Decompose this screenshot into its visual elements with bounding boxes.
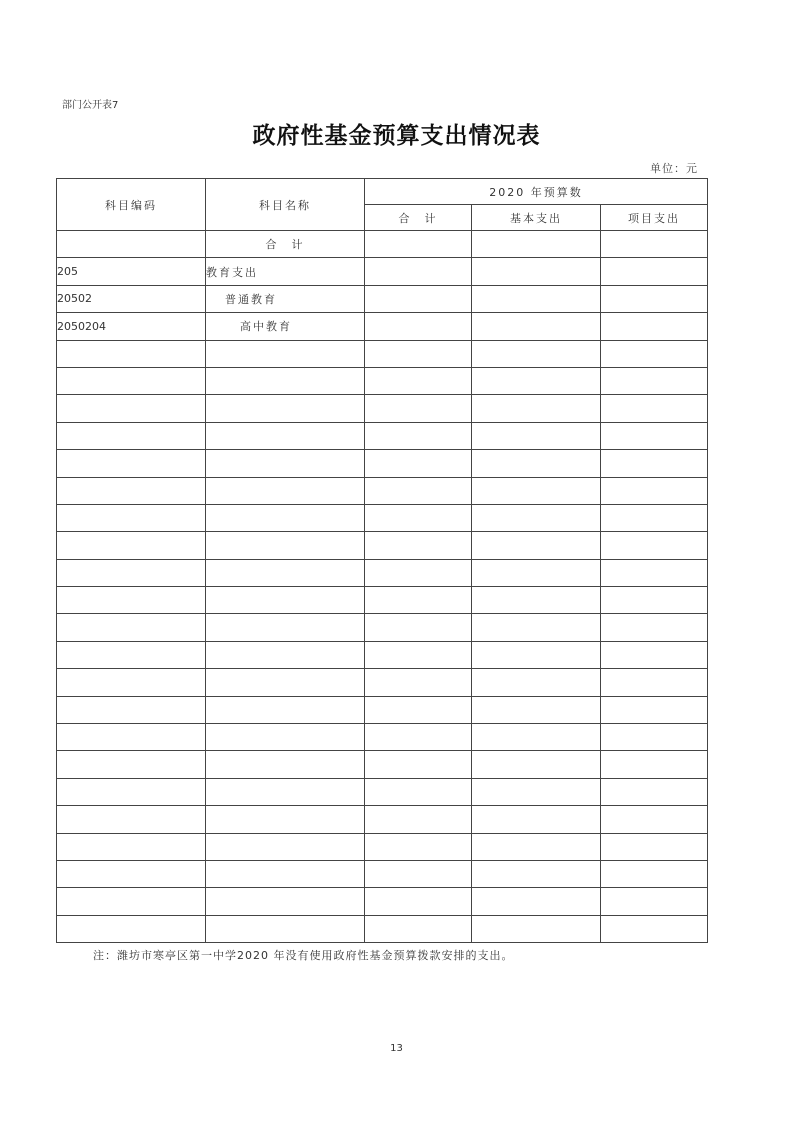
table-row <box>57 313 708 340</box>
empty-cell <box>601 504 708 531</box>
empty-row <box>57 696 708 723</box>
empty-cell <box>206 395 365 422</box>
empty-cell <box>365 778 472 805</box>
empty-cell <box>206 614 365 641</box>
empty-cell <box>57 367 206 394</box>
empty-row <box>57 340 708 367</box>
empty-cell <box>601 367 708 394</box>
empty-row <box>57 806 708 833</box>
empty-cell <box>57 860 206 887</box>
empty-row <box>57 367 708 394</box>
empty-cell <box>601 532 708 559</box>
empty-cell <box>472 450 601 477</box>
empty-cell <box>206 504 365 531</box>
empty-cell <box>57 806 206 833</box>
empty-cell <box>206 669 365 696</box>
empty-cell <box>206 532 365 559</box>
empty-cell <box>365 532 472 559</box>
empty-row <box>57 669 708 696</box>
empty-cell <box>365 504 472 531</box>
total-row-label: 合 计 <box>206 231 365 258</box>
empty-cell <box>206 587 365 614</box>
empty-cell <box>57 559 206 586</box>
empty-row <box>57 724 708 751</box>
empty-cell <box>365 724 472 751</box>
total-row-basic <box>472 231 601 258</box>
empty-cell <box>365 751 472 778</box>
empty-cell <box>472 724 601 751</box>
header-row-1 <box>57 179 708 205</box>
empty-rows <box>57 340 708 943</box>
empty-cell <box>57 915 206 942</box>
footnote: 注：潍坊市寒亭区第一中学2020 年没有使用政府性基金预算拨款安排的支出。 <box>93 949 514 962</box>
empty-cell <box>472 860 601 887</box>
empty-cell <box>206 806 365 833</box>
column-header-budget-group: 2020 年预算数 <box>365 179 708 205</box>
budget-table <box>56 178 708 943</box>
empty-cell <box>57 724 206 751</box>
empty-cell <box>206 751 365 778</box>
empty-cell <box>57 888 206 915</box>
empty-cell <box>472 504 601 531</box>
empty-cell <box>472 614 601 641</box>
empty-cell <box>472 422 601 449</box>
empty-cell <box>601 559 708 586</box>
empty-row <box>57 477 708 504</box>
empty-cell <box>365 888 472 915</box>
empty-cell <box>472 641 601 668</box>
empty-cell <box>206 340 365 367</box>
table-row <box>57 285 708 312</box>
empty-cell <box>601 888 708 915</box>
row-basic <box>472 313 601 340</box>
empty-cell <box>57 504 206 531</box>
row-code: 20502 <box>57 285 206 312</box>
total-row-total <box>365 231 472 258</box>
empty-row <box>57 504 708 531</box>
empty-row <box>57 587 708 614</box>
empty-row <box>57 915 708 942</box>
empty-row <box>57 559 708 586</box>
unit-label: 单位：元 <box>650 162 698 175</box>
empty-cell <box>206 477 365 504</box>
empty-row <box>57 532 708 559</box>
empty-cell <box>601 778 708 805</box>
empty-cell <box>472 751 601 778</box>
empty-cell <box>365 587 472 614</box>
empty-row <box>57 778 708 805</box>
total-row <box>57 231 708 258</box>
empty-cell <box>206 888 365 915</box>
empty-cell <box>472 696 601 723</box>
empty-cell <box>472 340 601 367</box>
empty-cell <box>57 587 206 614</box>
empty-cell <box>365 614 472 641</box>
empty-cell <box>601 422 708 449</box>
empty-cell <box>365 559 472 586</box>
row-code: 2050204 <box>57 313 206 340</box>
row-total <box>365 258 472 285</box>
empty-cell <box>472 833 601 860</box>
row-total <box>365 313 472 340</box>
column-header-code: 科目编码 <box>57 179 206 231</box>
empty-cell <box>206 833 365 860</box>
empty-cell <box>365 641 472 668</box>
empty-cell <box>206 778 365 805</box>
empty-cell <box>472 888 601 915</box>
row-project <box>601 285 708 312</box>
empty-cell <box>365 696 472 723</box>
empty-cell <box>601 641 708 668</box>
row-basic <box>472 258 601 285</box>
empty-cell <box>206 367 365 394</box>
row-project <box>601 258 708 285</box>
empty-cell <box>365 806 472 833</box>
empty-cell <box>472 477 601 504</box>
empty-cell <box>472 587 601 614</box>
empty-cell <box>472 806 601 833</box>
empty-cell <box>365 340 472 367</box>
empty-cell <box>601 833 708 860</box>
empty-cell <box>206 641 365 668</box>
empty-cell <box>365 477 472 504</box>
empty-cell <box>601 751 708 778</box>
column-header-project: 项目支出 <box>601 205 708 231</box>
column-header-basic: 基本支出 <box>472 205 601 231</box>
total-row-code <box>57 231 206 258</box>
empty-cell <box>365 367 472 394</box>
empty-cell <box>365 450 472 477</box>
empty-cell <box>57 833 206 860</box>
empty-cell <box>365 395 472 422</box>
empty-cell <box>601 669 708 696</box>
empty-cell <box>472 669 601 696</box>
row-project <box>601 313 708 340</box>
empty-cell <box>57 450 206 477</box>
empty-cell <box>365 833 472 860</box>
department-table-label: 部门公开表7 <box>62 100 119 111</box>
row-code: 205 <box>57 258 206 285</box>
empty-cell <box>601 915 708 942</box>
empty-row <box>57 450 708 477</box>
table-row <box>57 258 708 285</box>
empty-cell <box>57 340 206 367</box>
empty-row <box>57 614 708 641</box>
empty-cell <box>57 614 206 641</box>
empty-cell <box>472 559 601 586</box>
empty-cell <box>206 696 365 723</box>
column-header-name: 科目名称 <box>206 179 365 231</box>
row-basic <box>472 285 601 312</box>
empty-cell <box>601 696 708 723</box>
empty-cell <box>57 641 206 668</box>
empty-cell <box>601 860 708 887</box>
empty-cell <box>57 532 206 559</box>
row-name: 教育支出 <box>206 258 365 285</box>
empty-cell <box>57 778 206 805</box>
empty-cell <box>472 367 601 394</box>
empty-cell <box>57 395 206 422</box>
empty-cell <box>57 669 206 696</box>
empty-row <box>57 422 708 449</box>
empty-cell <box>206 450 365 477</box>
page-number: 13 <box>390 1043 403 1054</box>
empty-cell <box>472 395 601 422</box>
empty-row <box>57 888 708 915</box>
empty-cell <box>206 559 365 586</box>
empty-cell <box>365 422 472 449</box>
empty-cell <box>206 860 365 887</box>
empty-row <box>57 860 708 887</box>
empty-cell <box>601 724 708 751</box>
empty-cell <box>472 915 601 942</box>
empty-cell <box>57 477 206 504</box>
empty-cell <box>601 395 708 422</box>
empty-cell <box>472 778 601 805</box>
empty-cell <box>57 422 206 449</box>
empty-cell <box>601 587 708 614</box>
empty-cell <box>365 669 472 696</box>
empty-cell <box>601 614 708 641</box>
empty-cell <box>57 751 206 778</box>
empty-row <box>57 641 708 668</box>
column-header-total: 合 计 <box>365 205 472 231</box>
empty-row <box>57 395 708 422</box>
total-row-project <box>601 231 708 258</box>
empty-cell <box>365 860 472 887</box>
empty-cell <box>601 806 708 833</box>
empty-cell <box>206 724 365 751</box>
empty-cell <box>365 915 472 942</box>
empty-cell <box>206 915 365 942</box>
empty-row <box>57 751 708 778</box>
empty-cell <box>57 696 206 723</box>
empty-cell <box>601 450 708 477</box>
empty-cell <box>472 532 601 559</box>
empty-cell <box>601 477 708 504</box>
page-title: 政府性基金预算支出情况表 <box>252 122 541 149</box>
row-name: 普通教育 <box>206 285 365 312</box>
empty-row <box>57 833 708 860</box>
empty-cell <box>601 340 708 367</box>
empty-cell <box>206 422 365 449</box>
row-name: 高中教育 <box>206 313 365 340</box>
row-total <box>365 285 472 312</box>
